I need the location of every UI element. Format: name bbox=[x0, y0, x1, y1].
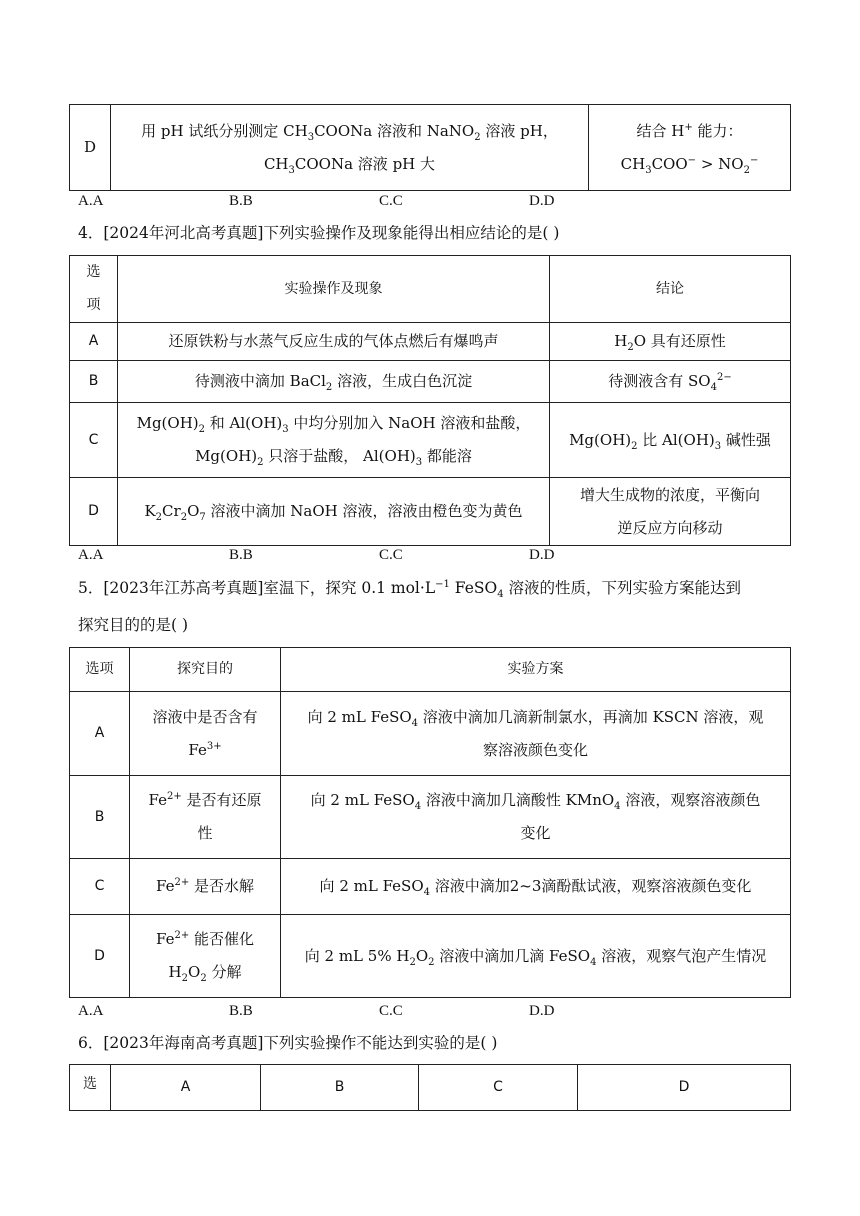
conclusion-cell: $Mg(OH)_2$ 比 $Al(OH)_3$ 碱性强 bbox=[550, 403, 791, 478]
table-row bbox=[70, 859, 791, 915]
purpose-line: $H_2O_2$ 分解 bbox=[168, 963, 242, 984]
question-5-stem: 5．[2023年江苏高考真题]室温下，探究 0.1 $mol\cdot L^{-1}$ FeSO$_4$ 溶液的性质，下列实验方案能达到 bbox=[78, 578, 742, 601]
table-row bbox=[70, 323, 791, 361]
option-header bbox=[70, 256, 118, 323]
table-row bbox=[70, 915, 791, 998]
option-cell: C bbox=[70, 859, 130, 915]
purpose-line: $Fe^{3+}$ bbox=[188, 740, 222, 759]
purpose-cell: $Fe^{2+}$ 是否水解 bbox=[130, 859, 281, 915]
plan-line: 察溶液颜色变化 bbox=[482, 740, 588, 759]
conclusion-cell: $H_2O$ 具有还原性 bbox=[550, 323, 791, 361]
q6-table bbox=[69, 1064, 791, 1111]
table-row bbox=[70, 692, 791, 776]
conclusion-line: 结合 H+ 能力： bbox=[636, 121, 743, 140]
purpose-cell bbox=[130, 776, 281, 859]
purpose-line: $Fe^{2+}$ 能否催化 bbox=[156, 930, 254, 948]
answer-choices bbox=[78, 193, 778, 213]
conclusion-line: 逆反应方向移动 bbox=[617, 518, 723, 537]
option-header: 选 bbox=[70, 1065, 111, 1111]
choice-a[interactable]: A.A bbox=[78, 547, 104, 563]
purpose-cell bbox=[130, 692, 281, 776]
conclusion-line: $CH_3COO^- > NO_2^-$ bbox=[620, 154, 759, 176]
operation-header: 实验操作及现象 bbox=[118, 256, 550, 323]
table-row bbox=[70, 361, 791, 403]
option-cell: A bbox=[70, 323, 118, 361]
option-header: 选项 bbox=[70, 648, 130, 692]
operation-line: $Mg(OH)_2$ 只溶于盐酸， $Al(OH)_3$ 都能溶 bbox=[195, 447, 472, 468]
table-header-row bbox=[70, 648, 791, 692]
question-6-stem: 6．[2023年海南高考真题]下列实验操作不能达到实验的是( ) bbox=[78, 1034, 498, 1052]
choice-c[interactable]: C.C bbox=[379, 1003, 403, 1019]
option-cell: B bbox=[70, 776, 130, 859]
conclusion-cell bbox=[550, 478, 791, 546]
choice-b[interactable]: B.B bbox=[229, 193, 253, 209]
option-cell: D bbox=[70, 105, 111, 191]
operation-cell: $K_2Cr_2O_7$ 溶液中滴加 NaOH 溶液，溶液由橙色变为黄色 bbox=[118, 478, 550, 546]
option-cell: D bbox=[70, 915, 130, 998]
question-4-stem: 4．[2024年河北高考真题]下列实验操作及现象能得出相应结论的是( ) bbox=[78, 224, 560, 242]
operation-cell bbox=[111, 105, 589, 191]
answer-choices bbox=[78, 547, 778, 567]
table-row bbox=[70, 105, 791, 191]
option-header-line: 选 bbox=[86, 264, 101, 280]
choice-a[interactable]: A.A bbox=[78, 1003, 104, 1019]
purpose-header: 探究目的 bbox=[130, 648, 281, 692]
q5-table bbox=[69, 647, 791, 998]
table-header-row bbox=[70, 1065, 791, 1111]
choice-d[interactable]: D.D bbox=[529, 547, 555, 563]
plan-cell bbox=[281, 776, 791, 859]
answer-choices bbox=[78, 1003, 778, 1023]
column-header-c: C bbox=[419, 1065, 578, 1111]
choice-c[interactable]: C.C bbox=[379, 547, 403, 563]
option-cell: B bbox=[70, 361, 118, 403]
column-header-b: B bbox=[261, 1065, 419, 1111]
option-cell: D bbox=[70, 478, 118, 546]
choice-d[interactable]: D.D bbox=[529, 1003, 555, 1019]
option-cell: C bbox=[70, 403, 118, 478]
plan-cell: 向 2 mL 5% $H_2O_2$ 溶液中滴加几滴 FeSO$_4$ 溶液，观察气泡产生情况 bbox=[281, 915, 791, 998]
choice-b[interactable]: B.B bbox=[229, 1003, 253, 1019]
table-header-row bbox=[70, 256, 791, 323]
operation-line: 用 pH 试纸分别测定 $CH_3COONa$ 溶液和 NaNO$_2$ 溶液 pH， bbox=[141, 121, 558, 143]
operation-cell: 待测液中滴加 BaCl$_2$ 溶液，生成白色沉淀 bbox=[118, 361, 550, 403]
conclusion-header: 结论 bbox=[550, 256, 791, 323]
purpose-line: $Fe^{2+}$ 是否有还原 bbox=[148, 791, 262, 809]
plan-cell: 向 2 mL FeSO$_4$ 溶液中滴加2~3滴酚酞试液，观察溶液颜色变化 bbox=[281, 859, 791, 915]
choice-c[interactable]: C.C bbox=[379, 193, 403, 209]
choice-a[interactable]: A.A bbox=[78, 193, 104, 209]
table-row bbox=[70, 776, 791, 859]
purpose-line: 性 bbox=[197, 824, 213, 842]
choice-b[interactable]: B.B bbox=[229, 547, 253, 563]
choice-d[interactable]: D.D bbox=[529, 193, 555, 209]
purpose-line: 溶液中是否含有 bbox=[152, 707, 258, 726]
table-row bbox=[70, 478, 791, 546]
plan-line: 变化 bbox=[520, 824, 551, 842]
operation-line: $Mg(OH)_2$ 和 $Al(OH)_3$ 中均分别加入 NaOH 溶液和盐酸， bbox=[136, 414, 531, 435]
table-row bbox=[70, 403, 791, 478]
conclusion-cell bbox=[589, 105, 791, 191]
q3-table-continuation bbox=[69, 104, 791, 191]
column-header-a: A bbox=[111, 1065, 261, 1111]
q4-table bbox=[69, 255, 791, 546]
plan-header: 实验方案 bbox=[281, 648, 791, 692]
column-header-d: D bbox=[578, 1065, 791, 1111]
option-header-line: 项 bbox=[86, 297, 101, 313]
plan-line: 向 2 mL FeSO$_4$ 溶液中滴加几滴新制氯水，再滴加 KSCN 溶液，观 bbox=[307, 707, 764, 729]
operation-cell: 还原铁粉与水蒸气反应生成的气体点燃后有爆鸣声 bbox=[118, 323, 550, 361]
plan-line: 向 2 mL FeSO$_4$ 溶液中滴加几滴酸性 KMnO$_4$ 溶液，观察溶液颜色 bbox=[310, 791, 761, 812]
plan-cell bbox=[281, 692, 791, 776]
conclusion-line: 增大生成物的浓度，平衡向 bbox=[579, 485, 760, 504]
purpose-cell bbox=[130, 915, 281, 998]
operation-cell bbox=[118, 403, 550, 478]
conclusion-cell: 待测液含有 $SO_4^{2-}$ bbox=[550, 361, 791, 403]
question-5-stem-line2: 探究目的的是( ) bbox=[78, 616, 189, 634]
operation-line: $CH_3COONa$ 溶液 pH 大 bbox=[263, 154, 436, 176]
option-cell: A bbox=[70, 692, 130, 776]
